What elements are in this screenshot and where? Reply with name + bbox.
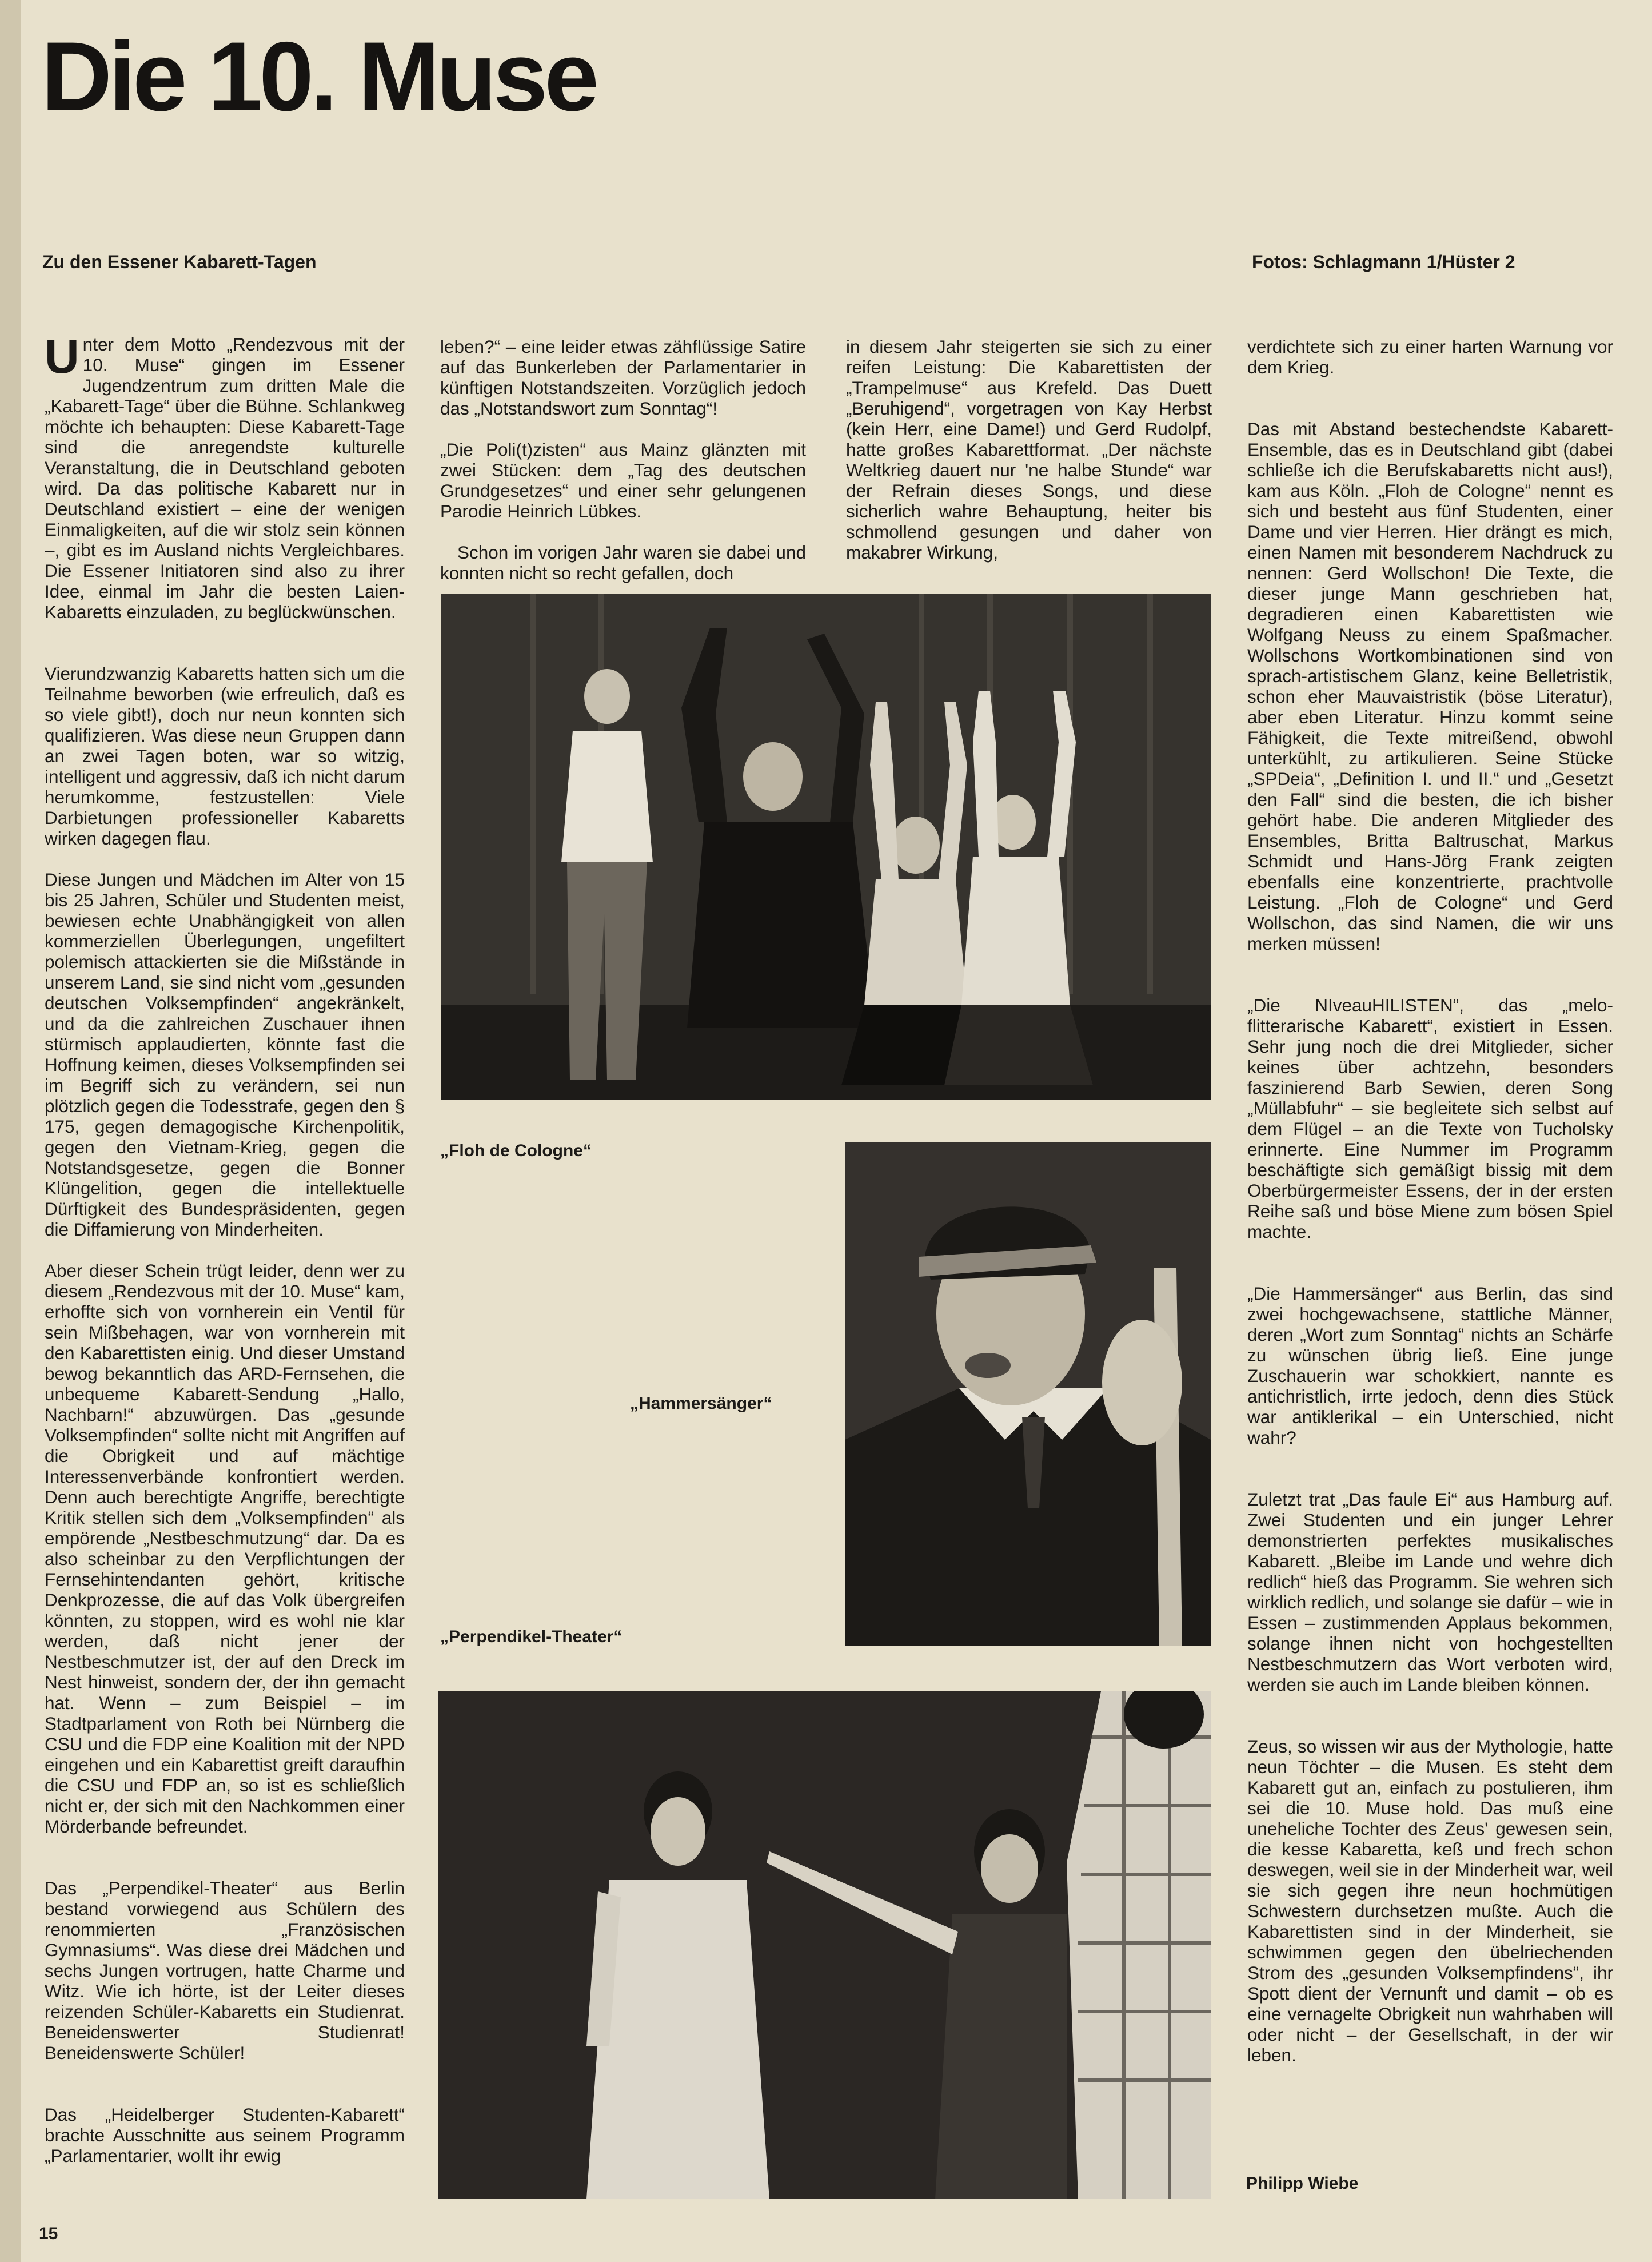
article-column-1 [45,313,405,2207]
paragraph: „Die NIveauHILISTEN“, das „melo-flitterarische Kabarett“, existiert in Essen. Sehr jung noch die drei Mitglieder, sicher keines über achtzehn, besonders faszinierend Barb Sewien, deren Song „Müllabfuhr“ – sie begleitete sich selbst auf dem Flügel – an die Texte von Tucholsky erinnerte. Eine Nummer im Programm beschäftigte sich gemäßigt bissig mit dem Oberbürgermeister Essens, der in der ersten Reihe saß und böse Miene zum bösen Spiel machte. [1247,995,1613,1242]
article-title: Die 10. Muse [41,22,596,132]
paragraph: leben?“ – eine leider etwas zähflüssige Satire auf das Bunkerleben der Parlamentarier in künftigen Notstandszeiten. Vorzüglich jedoch das „Notstandswort zum Sonntag“! [440,336,806,419]
paragraph: Zeus, so wissen wir aus der Mythologie, hatte neun Töchter – die Musen. Es steht dem Kabarett gut an, einfach zu postulieren, ihm sei die 10. Muse hold. Das muß eine uneheliche Tochter des Zeus' gewesen sein, die kesse Kabaretta, keß und frech schon deswegen, weil sie in der Minderheit war, weil sie sich gegen ihre neun hochmütigen Schwestern durchsetzen mußte. Auch die Kabarettisten sind in der Minderheit, sie schwimmen gegen den übelriechenden Strom des „gesunden Volksempfindens“, ihr Spott dient der Vernunft und damit – ob es eine vernagelte Obrigkeit nun wahrhaben will oder nicht – der Gesellschaft, in der wir leben. [1247,1736,1613,2065]
paragraph: Schon im vorigen Jahr waren sie dabei und konnten nicht so recht gefallen, doch [440,542,806,583]
paragraph: Aber dieser Schein trügt leider, denn wer zu diesem „Rendezvous mit der 10. Muse“ kam, erhoffte sich von vornherein ein Ventil für sein Mißbehagen, war von vornherein mit den Kabarettisten einig. Und dieser Umstand bewog bekanntlich das ARD-Fernsehen, die unbequeme Kabarett-Sendung „Hallo, Nachbarn!“ abzuwürgen. Das „gesunde Volksempfinden“ sollte nicht mit Angriffen auf die Obrigkeit und auf mächtige Interessenverbände konfrontiert werden. Denn auch berechtigte Angriffe, berechtigte Kritik stellen sich dem „Volksempfinden“ als empörende „Nestbeschmutzung“ dar. Da es also scheinbar zu den Verpflichtungen der Fernsehintendanten gehört, kritische Denkprozesse, die auf das Volk übergreifen könnten, zu stoppen, wird es wohl nie klar werden, daß nicht jener der Nestbeschmutzer ist, der auf den Dreck im Nest hinweist, sondern der, der ihn gemacht hat. Wenn – zum Beispiel – im Stadtparlament von Roth bei Nürnberg die CSU und die FDP eine Koalition mit der NPD eingehen und ein Kabarettist greift daraufhin die CSU und FDP an, so ist es schließlich nicht er, der sich mit den Nachkommen einer Mörderbande befreundet. [45,1260,405,1837]
article-column-4 [1247,316,1613,2106]
drop-cap: U [45,329,79,383]
paragraph: nter dem Motto „Rendezvous mit der 10. Muse“ gingen im Essener Jugendzentrum zum dritten Male die „Kabarett-Tage“ über die Bühne. Schlankweg möchte ich behaupten: Diese Kabarett-Tage sind die anregendste kulturelle Veranstaltung, die in Deutschland geboten wird. Da das politische Kabarett nur in Deutschland existiert – eine der wenigen Einmaligkeiten, auf die wir stolz sein können –, gibt es im Ausland nichts Vergleichbares. Die Essener Initiatoren sind also zu ihrer Idee, einmal im Jahr die besten Laien-Kabaretts einzuladen, zu beglückwünschen. [45,334,405,622]
page-number: 15 [39,2224,58,2243]
paragraph: Vierundzwanzig Kabaretts hatten sich um die Teilnahme beworben (wie erfreulich, daß es so viele gibt!), doch nur neun konnten sich qualifizieren. Was diese neun Gruppen dann an zwei Tagen boten, war so witzig, intelligent und aggressiv, daß ich nicht darum herumkomme, festzustellen: Viele Darbietungen professioneller Kabaretts wirken dagegen flau. [45,663,405,849]
article-column-2 [440,316,806,604]
paragraph: „Die Poli(t)zisten“ aus Mainz glänzten mit zwei Stücken: dem „Tag des deutschen Grundgesetzes“ und einer sehr gelungenen Parodie Heinrich Lübkes. [440,439,806,521]
caption-floh-de-cologne: „Floh de Cologne“ [440,1141,592,1160]
paragraph: Das mit Abstand bestechendste Kabarett-Ensemble, das es in Deutschland gibt (dabei schließe ich die Berufskabaretts nicht aus!), kam aus Köln. „Floh de Cologne“ nennt es sich und besteht aus fünf Studenten, einer Dame und vier Herren. Hier drängt es mich, einen Namen mit besonderem Nachdruck zu nennen: Gerd Wollschon! Die Texte, die dieser junge Mann geschrieben hat, degradieren einen Kabarettisten wie Wolfgang Neuss zu einem Spaßmacher. Wollschons Wortkombinationen sind von sprach-artistischem Glanz, keine Belletristik, schon eher Mauvaistristik (böse Literatur), aber eben Literatur. Hinzu kommt seine Fähigkeit, die Texte mitreißend, obwohl unterkühlt, zu artikulieren. Seine Stücke „SPDeia“, „Definition I. und II.“ und „Gesetzt den Fall“ sind die besten, die ich bisher gehört habe. Die anderen Mitglieder des Ensembles, Britta Baltruschat, Markus Schmidt und Hans-Jörg Frank zeigten ebenfalls eine konzentrierte, prachtvolle Leistung. „Floh de Cologne“ und Gerd Wollschon, das sind Namen, die wir uns merken müssen! [1247,419,1613,954]
caption-hammersaenger: „Hammersänger“ [630,1394,772,1413]
paragraph: Zuletzt trat „Das faule Ei“ aus Hamburg auf. Zwei Studenten und ein junger Lehrer demonstrierten perfektes musikalisches Kabarett. „Bleibe im Lande und wehre dich redlich“ hieß das Programm. Sie wehren sich wirklich redlich, und solange sie dafür – wie in Essen – zustimmenden Applaus bekommen, solange ihnen nicht von hochgestellten Nestbeschmutzern das Wort verboten wird, werden sie auch im Lande bleiben können. [1247,1489,1613,1695]
caption-perpendikel-theater: „Perpendikel-Theater“ [440,1627,623,1646]
photo-hammersaenger [845,1142,1211,1646]
photo-perpendikel-theater [438,1691,1211,2199]
photo-floh-de-cologne [441,594,1211,1100]
article-kicker: Zu den Essener Kabarett-Tagen [42,252,317,272]
paragraph: Diese Jungen und Mädchen im Alter von 15 bis 25 Jahren, Schüler und Studenten meist, bewiesen echte Unabhängigkeit von allen kommerziellen Überlegungen, ungefiltert polemisch attackierten sie die Mißstände in unserem Land, sie sind nicht vom „gesunden deutschen Volksempfinden“ angekränkelt, und da die zahlreichen Zuschauer ihnen stürmisch applaudierten, könnte fast die Hoffnung keimen, dieses Volksempfinden sei im Begriff sich zu verändern, sei nun plötzlich gegen die Todesstrafe, gegen den § 175, gegen demagogische Kirchenpolitik, gegen den Vietnam-Krieg, gegen die Notstandsgesetze, gegen die Bonner Klüngelition, gegen die intellektuelle Dürftigkeit des Bundespräsidenten, gegen die Diffamierung von Minderheiten. [45,869,405,1240]
paragraph: Das „Perpendikel-Theater“ aus Berlin bestand vorwiegend aus Schülern des renommierten „Französischen Gymnasiums“. Was diese drei Mädchen und sechs Jungen vortrugen, hatte Charme und Witz. Wie ich hörte, ist der Leiter dieses reizenden Schüler-Kabaretts ein Studienrat. Beneidenswerter Studienrat! Beneidenswerte Schüler! [45,1878,405,2063]
photo-credit: Fotos: Schlagmann 1/Hüster 2 [1252,252,1515,272]
paragraph: Das „Heidelberger Studenten-Kabarett“ brachte Ausschnitte aus seinem Programm „Parlamentarier, wollt ihr ewig [45,2104,405,2166]
article-author: Philipp Wiebe [1246,2174,1359,2193]
page-edge [0,0,21,2262]
paragraph: „Die Hammersänger“ aus Berlin, das sind zwei hochgewachsene, stattliche Männer, deren „Wort zum Sonntag“ nichts an Schärfe zu wünschen übrig ließ. Eine junge Zuschauerin war schokkiert, nannte es antichristlich, irrte jedoch, denn dies Stück war antiklerikal – ein Unterschied, nicht wahr? [1247,1283,1613,1448]
article-column-3 [846,316,1212,583]
paragraph: verdichtete sich zu einer harten Warnung vor dem Krieg. [1247,336,1613,377]
paragraph: in diesem Jahr steigerten sie sich zu einer reifen Leistung: Die Kabarettisten der „Trampelmuse“ aus Krefeld. Das Duett „Beruhigend“, vorgetragen von Kay Herbst (kein Herr, eine Dame!) und Gerd Rudolpf, hatte großes Kabarettformat. „Der nächste Weltkrieg dauert nur 'ne halbe Stunde“ war der Refrain dieses Songs, und diese sicherlich wahre Behauptung, heiter bis schmollend gesungen und daher von makabrer Wirkung, [846,336,1212,563]
